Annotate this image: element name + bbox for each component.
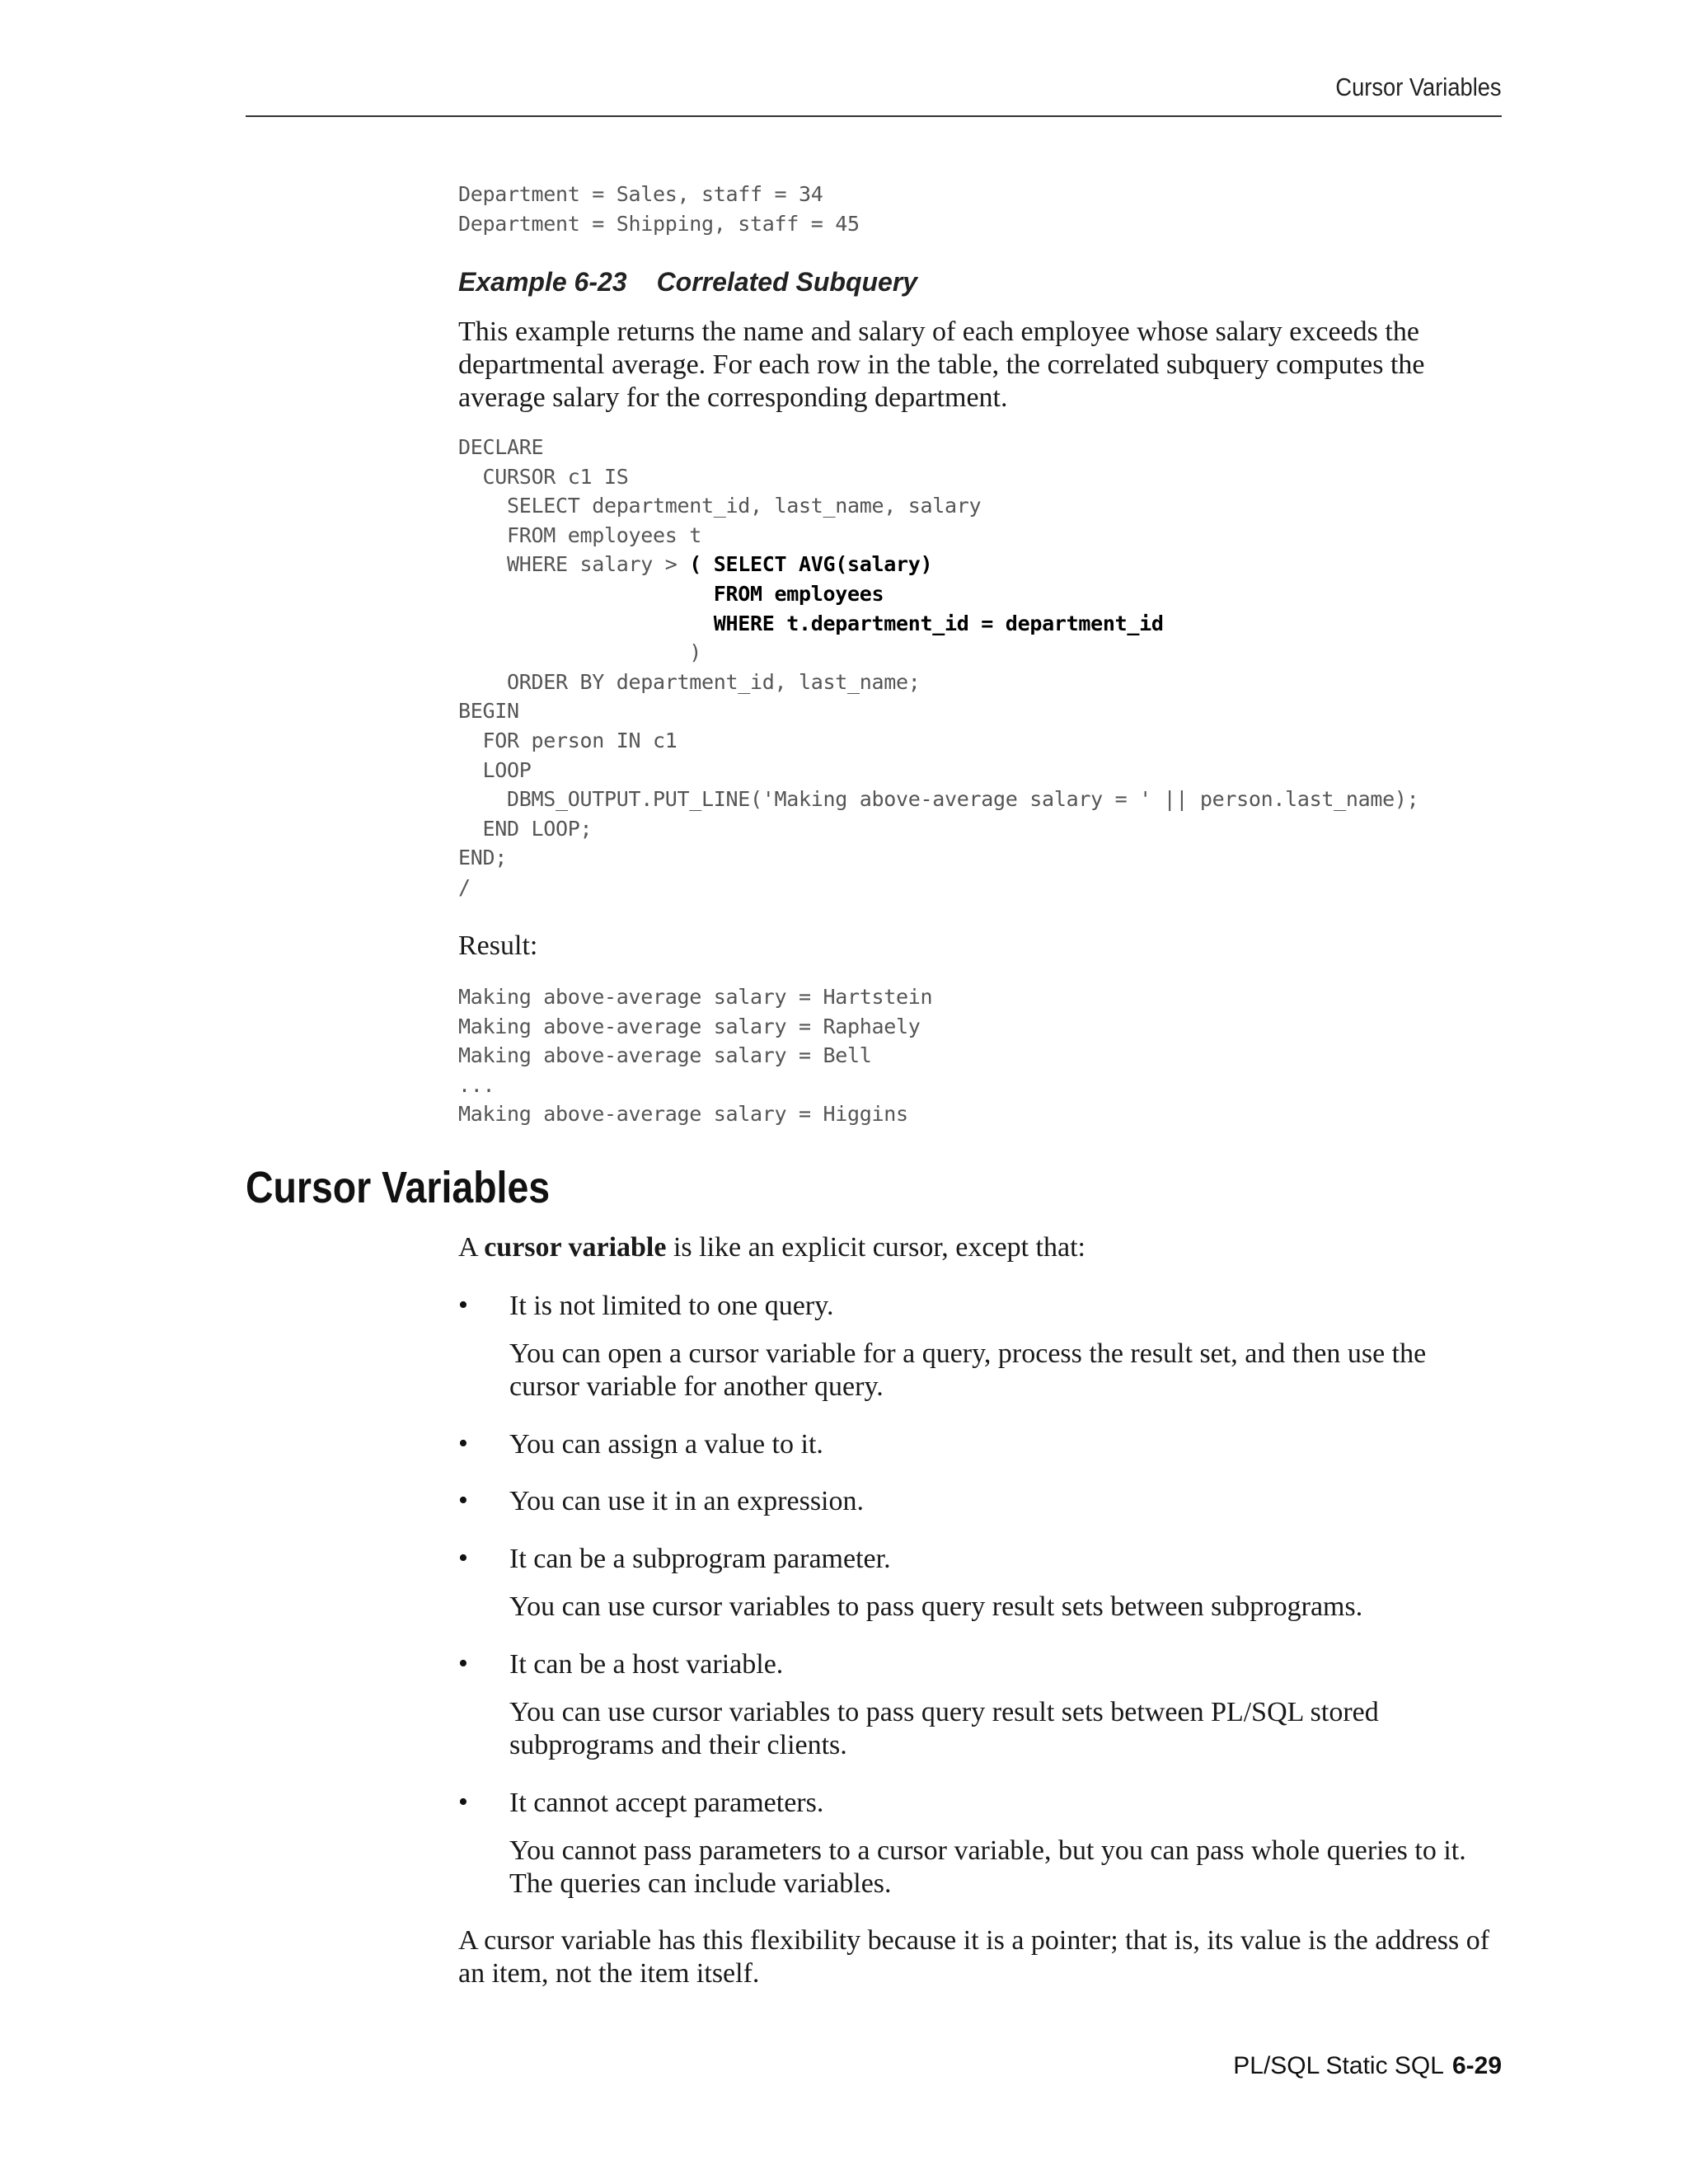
code-text: /	[458, 874, 471, 899]
bullet-detail: You can open a cursor variable for a query, process the result set, and then use the cursor variable for another query.	[509, 1338, 1427, 1402]
code-emphasis: ( SELECT AVG(salary)	[689, 552, 933, 577]
result-label: Result:	[458, 930, 538, 961]
result-line: Making above-average salary = Hartstein	[458, 985, 933, 1009]
code-line	[458, 640, 701, 664]
code-line	[458, 582, 884, 606]
page-footer	[1233, 2052, 1502, 2080]
code-text: FROM employees t	[458, 523, 702, 547]
code-text: DBMS_OUTPUT.PUT_LINE('Making above-average salary = ' || person.last_name);	[458, 787, 1419, 812]
result-line: ...	[458, 1072, 495, 1097]
section-heading: Cursor Variables	[246, 1163, 551, 1212]
bullet-text: You can assign a value to it.	[509, 1429, 823, 1460]
code-text: LOOP	[458, 757, 532, 782]
code-line	[458, 612, 1164, 635]
bullet-icon: •	[458, 1543, 468, 1573]
code-line	[458, 817, 592, 841]
code-line	[458, 670, 921, 694]
result-line: Making above-average salary = Bell	[458, 1043, 872, 1068]
closing-paragraph: A cursor variable has this flexibility because it is a pointer; that is, its value is the address of an item, not the item itself.	[458, 1925, 1490, 1989]
example-description: This example returns the name and salary of each employee whose salary exceeds the departmental average. For each row in the table, the correlated subquery computes the average salary for the corresponding department.	[458, 316, 1425, 413]
code-line	[458, 699, 519, 723]
code-line	[458, 552, 932, 576]
running-header-title: Cursor Variables	[1335, 73, 1502, 101]
code-text: FOR person IN c1	[458, 728, 678, 752]
code-text: WHERE salary >	[458, 552, 690, 577]
result-line: Making above-average salary = Raphaely	[458, 1014, 921, 1038]
intro-suffix: is like an explicit cursor, except that:	[666, 1232, 1085, 1263]
code-line: Department = Sales, staff = 34	[458, 182, 823, 206]
code-text: END;	[458, 846, 508, 870]
bullet-text: It can be a host variable.	[509, 1649, 784, 1680]
bullet-detail: You cannot pass parameters to a cursor variable, but you can pass whole queries to it. The queries can include variables.	[509, 1835, 1466, 1899]
bullet-text: It cannot accept parameters.	[509, 1788, 824, 1818]
example-caption	[458, 267, 917, 298]
intro-prefix: A	[458, 1232, 485, 1263]
code-line	[458, 435, 543, 459]
code-line	[458, 846, 507, 869]
bullet-detail: You can use cursor variables to pass query result sets between subprograms.	[509, 1591, 1363, 1622]
code-line	[458, 523, 701, 547]
code-text: END LOOP;	[458, 816, 593, 841]
bullet-text: It is not limited to one query.	[509, 1291, 834, 1321]
top-code-output	[458, 180, 860, 238]
code-text	[458, 582, 714, 606]
code-text: CURSOR c1 IS	[458, 464, 629, 489]
code-line	[458, 875, 471, 899]
code-line	[458, 465, 629, 489]
intro-term: cursor variable	[484, 1232, 667, 1263]
section-intro	[458, 1231, 1085, 1264]
code-emphasis: WHERE t.department_id = department_id	[713, 611, 1164, 635]
bullet-icon: •	[458, 1648, 468, 1679]
code-text: SELECT department_id, last_name, salary	[458, 494, 982, 518]
result-line: Making above-average salary = Higgins	[458, 1102, 908, 1127]
code-text	[458, 612, 714, 635]
header-divider	[246, 115, 1502, 117]
footer-page-number: 6-29	[1451, 2052, 1502, 2079]
code-text: ORDER BY department_id, last_name;	[458, 669, 921, 694]
code-line	[458, 729, 678, 752]
code-text: DECLARE	[458, 435, 544, 459]
footer-book-section: PL/SQL Static SQL	[1233, 2052, 1444, 2079]
example-label: Example 6-23	[458, 267, 627, 297]
code-line: Department = Shipping, staff = 45	[458, 211, 860, 236]
bullet-detail: You can use cursor variables to pass query result sets between PL/SQL stored subprograms and their clients.	[509, 1697, 1379, 1760]
code-line	[458, 758, 532, 782]
bullet-icon: •	[458, 1485, 468, 1516]
plsql-code-block	[458, 433, 1418, 902]
bullet-text: You can use it in an expression.	[509, 1486, 864, 1516]
code-line	[458, 494, 981, 518]
code-emphasis: FROM employees	[713, 581, 884, 606]
result-output	[458, 982, 932, 1129]
code-text: BEGIN	[458, 699, 519, 724]
bullet-icon: •	[458, 1428, 468, 1459]
bullet-text: It can be a subprogram parameter.	[509, 1544, 891, 1574]
code-text: )	[458, 640, 702, 665]
bullet-icon: •	[458, 1290, 468, 1320]
bullet-icon: •	[458, 1787, 468, 1817]
code-line	[458, 787, 1418, 811]
example-title: Correlated Subquery	[656, 267, 918, 297]
